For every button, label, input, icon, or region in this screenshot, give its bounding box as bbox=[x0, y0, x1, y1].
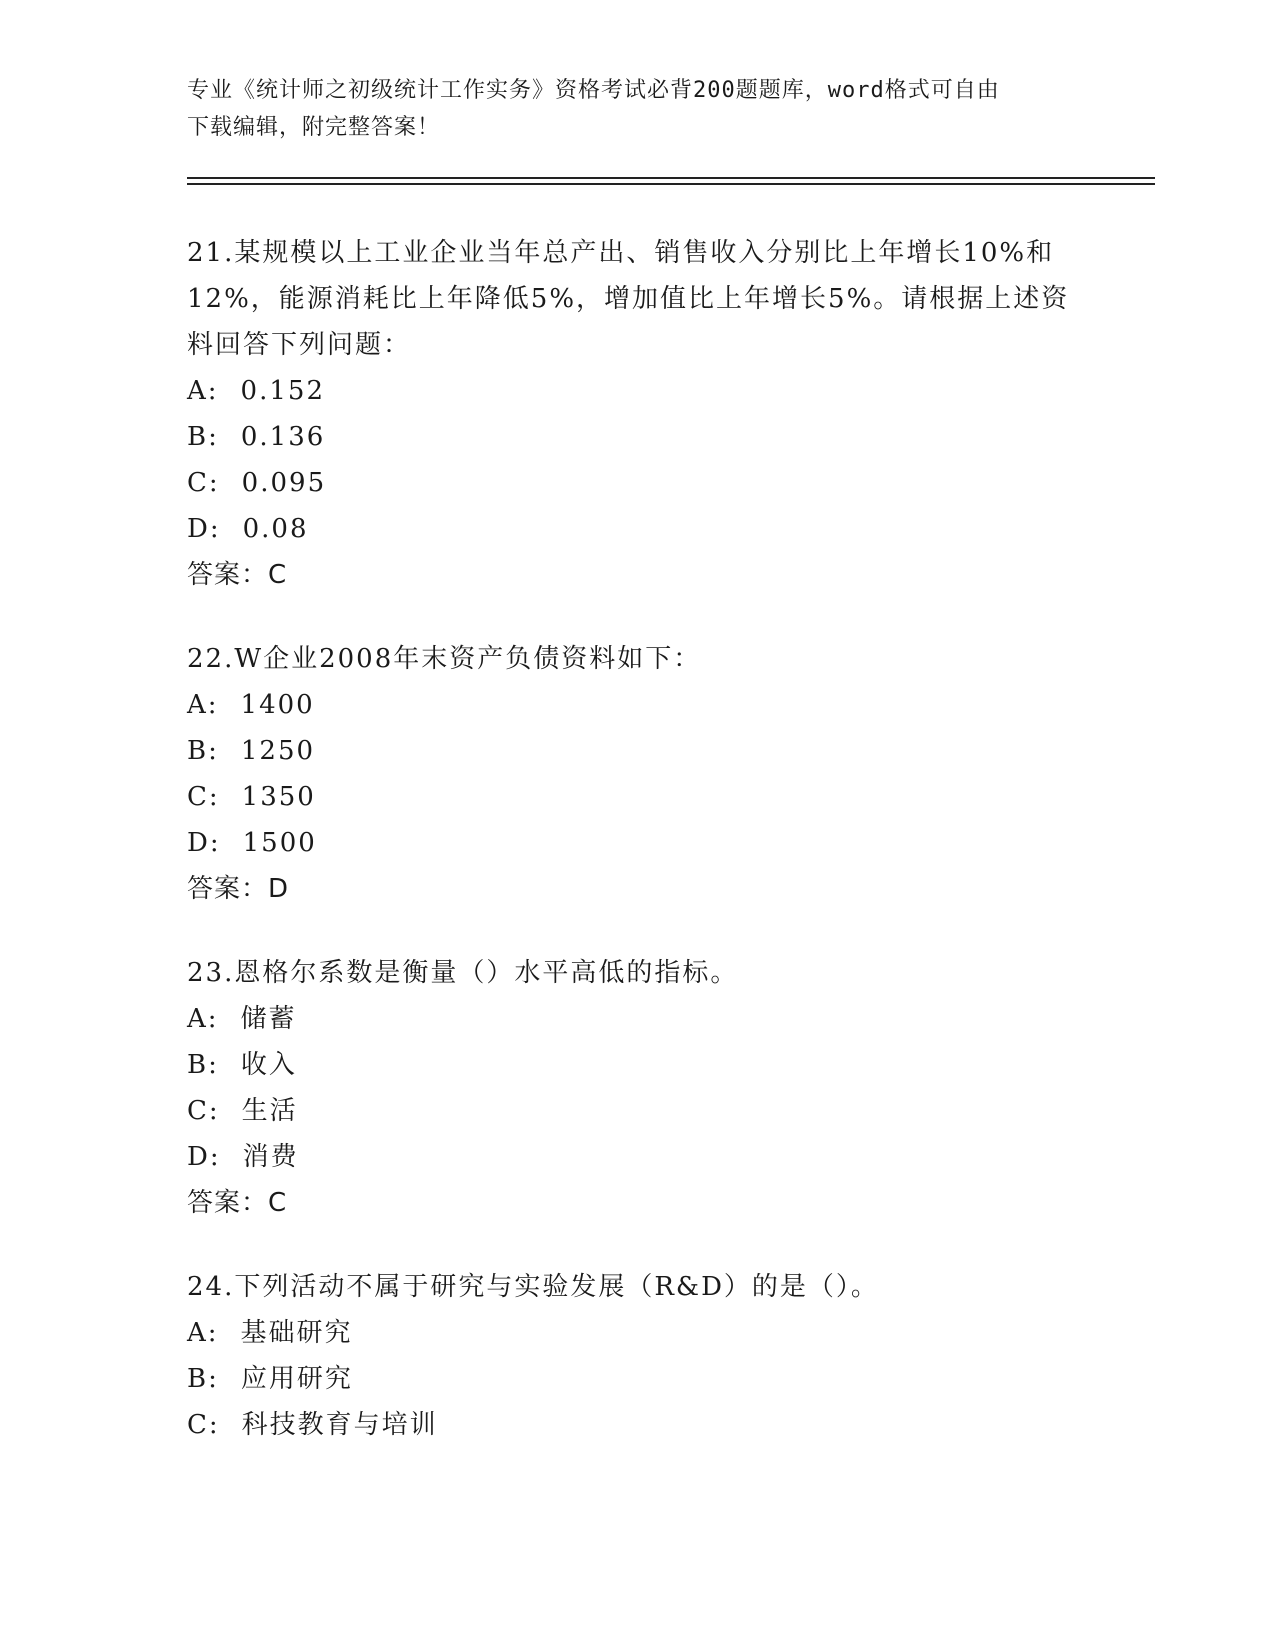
option-letter: C bbox=[187, 468, 209, 498]
option-separator: : bbox=[209, 828, 221, 858]
option-text: 1250 bbox=[240, 736, 316, 766]
option-separator: : bbox=[208, 1410, 220, 1440]
option-letter: C bbox=[187, 1410, 209, 1440]
option-separator: : bbox=[208, 422, 219, 452]
option-text: 1400 bbox=[240, 690, 315, 720]
option-separator: : bbox=[207, 1004, 219, 1034]
header-divider-top bbox=[187, 177, 1155, 179]
option-letter: A bbox=[187, 376, 208, 406]
document-header bbox=[187, 72, 1067, 146]
option-text: 基础研究 bbox=[240, 1318, 353, 1348]
question-stem: 21.某规模以上工业企业当年总产出、销售收入分别比上年增长10%和12%，能源消耗比上年降低5%，增加值比上年增长5%。请根据上述资料回答下列问题： bbox=[187, 238, 1070, 360]
option-letter: C bbox=[187, 1096, 209, 1126]
option-letter: D bbox=[187, 1142, 210, 1172]
option-separator: : bbox=[207, 690, 219, 720]
option-a bbox=[187, 682, 1077, 728]
question-stem: 24.下列活动不属于研究与实验发展（R&D）的是（）。 bbox=[187, 1272, 879, 1302]
option-separator: : bbox=[209, 1142, 221, 1172]
option-letter: B bbox=[187, 422, 209, 452]
option-separator: : bbox=[208, 1364, 219, 1394]
option-c bbox=[187, 1402, 1077, 1448]
option-text: 1350 bbox=[241, 782, 316, 812]
header-line-2: 下载编辑，附完整答案！ bbox=[187, 115, 441, 140]
option-separator: : bbox=[208, 1050, 219, 1080]
option-separator: : bbox=[207, 376, 219, 406]
option-separator: : bbox=[208, 1096, 220, 1126]
question-stem: 23.恩格尔系数是衡量（）水平高低的指标。 bbox=[187, 958, 739, 988]
option-d bbox=[187, 506, 1077, 552]
question-24 bbox=[187, 1264, 1077, 1448]
option-b bbox=[187, 728, 1077, 774]
option-letter: B bbox=[187, 1364, 209, 1394]
option-c bbox=[187, 1088, 1077, 1134]
option-a bbox=[187, 996, 1077, 1042]
option-text: 收入 bbox=[240, 1050, 297, 1080]
option-separator: : bbox=[209, 514, 221, 544]
option-letter: B bbox=[187, 1050, 209, 1080]
option-text: 0.08 bbox=[242, 514, 309, 544]
question-21 bbox=[187, 230, 1077, 598]
option-text: 应用研究 bbox=[240, 1364, 353, 1394]
option-text: 消费 bbox=[242, 1142, 299, 1172]
option-d bbox=[187, 820, 1077, 866]
option-d bbox=[187, 1134, 1077, 1180]
option-a bbox=[187, 368, 1077, 414]
option-separator: : bbox=[208, 736, 219, 766]
header-line-1: 专业《统计师之初级统计工作实务》资格考试必背200题题库，word格式可自由 bbox=[187, 78, 1000, 103]
option-a bbox=[187, 1310, 1077, 1356]
option-text: 生活 bbox=[241, 1096, 298, 1126]
option-separator: : bbox=[208, 468, 220, 498]
question-23 bbox=[187, 950, 1077, 1226]
option-letter: A bbox=[187, 690, 208, 720]
option-text: 科技教育与培训 bbox=[241, 1410, 438, 1440]
option-text: 0.152 bbox=[240, 376, 325, 406]
option-letter: A bbox=[187, 1004, 208, 1034]
option-letter: B bbox=[187, 736, 209, 766]
question-22 bbox=[187, 636, 1077, 912]
option-separator: : bbox=[208, 782, 220, 812]
answer-line: 答案：C bbox=[187, 560, 288, 590]
option-letter: A bbox=[187, 1318, 208, 1348]
option-letter: D bbox=[187, 828, 210, 858]
option-c bbox=[187, 460, 1077, 506]
option-b bbox=[187, 1356, 1077, 1402]
option-letter: D bbox=[187, 514, 210, 544]
option-separator: : bbox=[207, 1318, 219, 1348]
option-text: 1500 bbox=[242, 828, 317, 858]
option-text: 0.095 bbox=[241, 468, 327, 498]
option-b bbox=[187, 1042, 1077, 1088]
option-c bbox=[187, 774, 1077, 820]
answer-line: 答案：D bbox=[187, 874, 290, 904]
option-letter: C bbox=[187, 782, 209, 812]
question-stem: 22.W企业2008年末资产负债资料如下： bbox=[187, 644, 702, 674]
option-text: 0.136 bbox=[240, 422, 326, 452]
option-text: 储蓄 bbox=[240, 1004, 297, 1034]
option-b bbox=[187, 414, 1077, 460]
header-divider-bottom bbox=[187, 183, 1155, 185]
answer-line: 答案：C bbox=[187, 1188, 288, 1218]
question-list bbox=[187, 230, 1077, 1486]
